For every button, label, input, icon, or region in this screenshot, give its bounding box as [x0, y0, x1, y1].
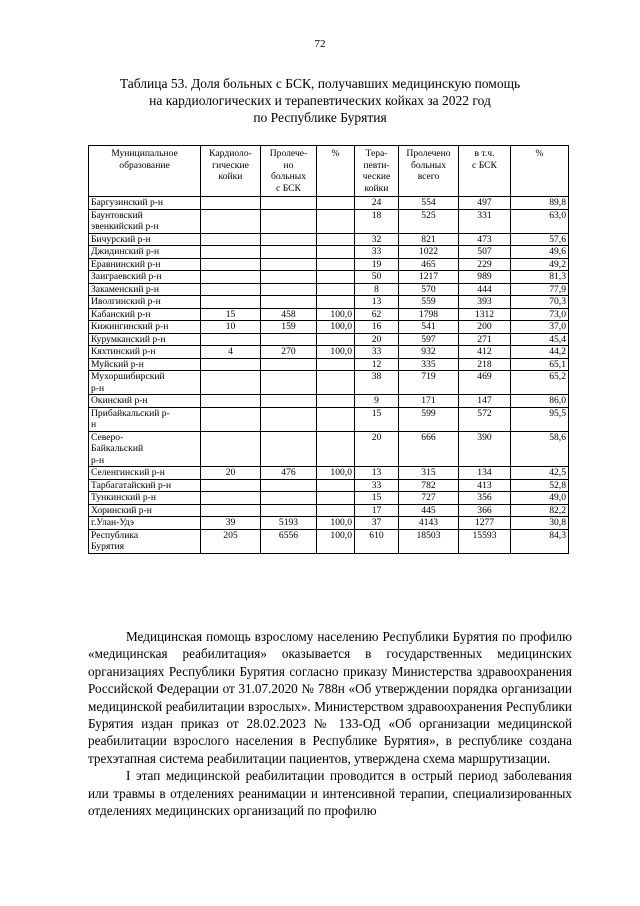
column-header-line: но: [283, 159, 294, 171]
value-cell: 271: [459, 333, 511, 346]
value-cell: [261, 197, 317, 210]
column-header-line: койки: [364, 182, 389, 194]
value-cell: [317, 492, 355, 505]
value-cell: 49,2: [511, 258, 569, 271]
table-row: [89, 358, 569, 371]
municipality-cell: [89, 258, 201, 271]
value-cell: 989: [459, 271, 511, 284]
column-header-line: %: [331, 148, 340, 159]
value-cell: 610: [355, 529, 399, 553]
value-cell: [261, 246, 317, 259]
column-header-line: образование: [119, 159, 170, 171]
municipality-name-line: Окинский р-н: [91, 395, 148, 406]
table-row: [89, 271, 569, 284]
column-header-line: Муниципальное: [111, 148, 178, 159]
value-cell: 6556: [261, 529, 317, 553]
value-cell: [201, 504, 261, 517]
value-cell: 16: [355, 321, 399, 334]
municipality-name-line: р-н: [91, 454, 105, 466]
municipality-cell: [89, 371, 201, 395]
municipality-name-line: Иволгинский р-н: [91, 296, 161, 307]
bsk-patients-table: [88, 145, 569, 554]
value-cell: 541: [399, 321, 459, 334]
value-cell: 476: [261, 467, 317, 480]
value-cell: 100,0: [317, 517, 355, 530]
table-title-line: Таблица 53. Доля больных с БСК, получавших медицинскую помощь: [119, 76, 521, 91]
table-header-row: [89, 146, 569, 197]
value-cell: 20: [355, 333, 399, 346]
value-cell: 366: [459, 504, 511, 517]
value-cell: 77,9: [511, 283, 569, 296]
value-cell: [261, 371, 317, 395]
value-cell: 572: [459, 407, 511, 431]
value-cell: 147: [459, 395, 511, 408]
municipality-name-line: Тункинский р-н: [91, 492, 156, 503]
column-header: [261, 146, 317, 197]
table-title-line: по Республике Бурятия: [253, 110, 387, 125]
table-row: [89, 321, 569, 334]
municipality-name-line: Баунтовский: [91, 209, 143, 221]
value-cell: 1312: [459, 308, 511, 321]
value-cell: [317, 209, 355, 233]
value-cell: 8: [355, 283, 399, 296]
value-cell: 20: [355, 431, 399, 467]
value-cell: 84,3: [511, 529, 569, 553]
column-header: [355, 146, 399, 197]
value-cell: 570: [399, 283, 459, 296]
value-cell: 473: [459, 233, 511, 246]
municipality-name-line: Республика: [91, 529, 139, 541]
municipality-name-line: Муйский р-н: [91, 358, 144, 370]
table-row: [89, 233, 569, 246]
column-header-line: Тера-: [365, 148, 388, 159]
table-row: [89, 246, 569, 259]
value-cell: 33: [355, 346, 399, 359]
table-row: [89, 333, 569, 346]
value-cell: 42,5: [511, 467, 569, 480]
value-cell: [317, 271, 355, 284]
municipality-name-line: Джидинский р-н: [91, 246, 160, 257]
municipality-name-line: Селенгинский р-н: [91, 467, 165, 478]
value-cell: 782: [399, 479, 459, 492]
value-cell: 19: [355, 258, 399, 271]
value-cell: 15: [355, 407, 399, 431]
value-cell: 559: [399, 296, 459, 309]
value-cell: [317, 431, 355, 467]
value-cell: 1022: [399, 246, 459, 259]
value-cell: [201, 371, 261, 395]
column-header-line: больных: [270, 171, 307, 182]
value-cell: 100,0: [317, 321, 355, 334]
table-row: [89, 371, 569, 395]
value-cell: [317, 258, 355, 271]
value-cell: [261, 258, 317, 271]
value-cell: [201, 479, 261, 492]
value-cell: 13: [355, 296, 399, 309]
value-cell: 20: [201, 467, 261, 480]
value-cell: 171: [399, 395, 459, 408]
municipality-cell: [89, 492, 201, 505]
column-header-line: больных: [410, 159, 447, 171]
value-cell: 507: [459, 246, 511, 259]
value-cell: [201, 271, 261, 284]
value-cell: [261, 504, 317, 517]
municipality-cell: [89, 308, 201, 321]
value-cell: [261, 209, 317, 233]
column-header-line: гические: [212, 159, 249, 171]
municipality-name-line: Курумканский р-н: [91, 333, 166, 345]
value-cell: [261, 233, 317, 246]
value-cell: 70,3: [511, 296, 569, 309]
column-header: [511, 146, 569, 197]
municipality-cell: [89, 271, 201, 284]
table-row: [89, 504, 569, 517]
value-cell: 335: [399, 358, 459, 371]
municipality-cell: [89, 283, 201, 296]
table-row: [89, 283, 569, 296]
value-cell: 205: [201, 529, 261, 553]
value-cell: [201, 431, 261, 467]
value-cell: 39: [201, 517, 261, 530]
municipality-cell: [89, 395, 201, 408]
value-cell: [261, 271, 317, 284]
value-cell: [317, 407, 355, 431]
value-cell: [317, 395, 355, 408]
value-cell: 9: [355, 395, 399, 408]
value-cell: 458: [261, 308, 317, 321]
value-cell: 62: [355, 308, 399, 321]
municipality-name-line: н: [91, 419, 97, 430]
value-cell: 73,0: [511, 308, 569, 321]
value-cell: 229: [459, 258, 511, 271]
value-cell: 444: [459, 283, 511, 296]
municipality-name-line: Хоринский р-н: [91, 504, 152, 516]
municipality-name-line: Бурятия: [91, 541, 125, 552]
municipality-name-line: г.Улан-Удэ: [91, 517, 135, 528]
column-header: [201, 146, 261, 197]
municipality-name-line: Байкальский: [91, 443, 144, 454]
value-cell: 413: [459, 479, 511, 492]
table-row: [89, 479, 569, 492]
value-cell: [317, 479, 355, 492]
value-cell: 44,2: [511, 346, 569, 359]
value-cell: 5193: [261, 517, 317, 530]
value-cell: [261, 333, 317, 346]
column-header-line: певти-: [363, 159, 390, 171]
value-cell: 469: [459, 371, 511, 395]
table-row: [89, 407, 569, 431]
value-cell: 1277: [459, 517, 511, 530]
municipality-name-line: Бичурский р-н: [91, 233, 151, 245]
municipality-cell: [89, 209, 201, 233]
value-cell: [201, 407, 261, 431]
value-cell: 10: [201, 321, 261, 334]
municipality-cell: [89, 529, 201, 553]
value-cell: 38: [355, 371, 399, 395]
municipality-name-line: Баргузинский р-н: [91, 197, 164, 208]
municipality-name-line: р-н: [91, 382, 105, 394]
column-header-line: Пролечено: [406, 148, 451, 159]
value-cell: [261, 407, 317, 431]
value-cell: 445: [399, 504, 459, 517]
value-cell: [317, 283, 355, 296]
table-title: [95, 75, 545, 126]
value-cell: 315: [399, 467, 459, 480]
value-cell: 390: [459, 431, 511, 467]
municipality-name-line: Кяхтинский р-н: [91, 346, 156, 357]
value-cell: 81,3: [511, 271, 569, 284]
value-cell: [317, 371, 355, 395]
municipality-cell: [89, 467, 201, 480]
column-header-line: %: [535, 148, 544, 159]
table-body: [89, 197, 569, 554]
table-row: [89, 296, 569, 309]
value-cell: 134: [459, 467, 511, 480]
table-row: [89, 492, 569, 505]
value-cell: [201, 296, 261, 309]
value-cell: [201, 246, 261, 259]
table-row: [89, 209, 569, 233]
value-cell: [261, 395, 317, 408]
value-cell: 100,0: [317, 529, 355, 553]
value-cell: [201, 233, 261, 246]
column-header-line: всего: [417, 171, 440, 182]
value-cell: 82,2: [511, 504, 569, 517]
value-cell: [261, 358, 317, 371]
value-cell: 331: [459, 209, 511, 233]
municipality-name-line: Мухоршибирский: [91, 371, 165, 382]
paragraph: I этап медицинской реабилитации проводится в острый период заболевания или травмы в отделениях реанимации и интенсивной терапии, специализированных отделениях медицинских организаций по профилю: [88, 768, 572, 819]
value-cell: 24: [355, 197, 399, 210]
value-cell: [201, 358, 261, 371]
table-row: [89, 431, 569, 467]
value-cell: 15: [201, 308, 261, 321]
value-cell: [201, 197, 261, 210]
column-header-line: Кардиоло-: [209, 148, 252, 159]
value-cell: 32: [355, 233, 399, 246]
column-header: [89, 146, 201, 197]
value-cell: 57,6: [511, 233, 569, 246]
value-cell: [317, 197, 355, 210]
column-header: [459, 146, 511, 197]
municipality-cell: [89, 517, 201, 530]
table-row: [89, 517, 569, 530]
value-cell: 270: [261, 346, 317, 359]
municipality-cell: [89, 233, 201, 246]
municipality-cell: [89, 296, 201, 309]
value-cell: 821: [399, 233, 459, 246]
value-cell: 17: [355, 504, 399, 517]
value-cell: [317, 296, 355, 309]
value-cell: 666: [399, 431, 459, 467]
value-cell: [317, 233, 355, 246]
value-cell: [317, 333, 355, 346]
value-cell: [261, 492, 317, 505]
column-header-line: в т.ч.: [474, 148, 495, 159]
value-cell: [201, 283, 261, 296]
value-cell: 393: [459, 296, 511, 309]
value-cell: 356: [459, 492, 511, 505]
value-cell: [201, 209, 261, 233]
column-header-line: койки: [218, 171, 243, 182]
value-cell: 15: [355, 492, 399, 505]
value-cell: 45,4: [511, 333, 569, 346]
value-cell: 100,0: [317, 308, 355, 321]
municipality-name-line: Тарбагатайский р-н: [91, 479, 172, 491]
value-cell: 89,8: [511, 197, 569, 210]
value-cell: [201, 492, 261, 505]
value-cell: 100,0: [317, 467, 355, 480]
value-cell: [201, 258, 261, 271]
value-cell: 12: [355, 358, 399, 371]
paragraph: Медицинская помощь взрослому населению Республики Бурятия по профилю «медицинская реабилитация» оказывается в государственных медицинских организациях Республики Бурятия согласно приказу Министерства здравоохранения Российской Федерации от 31.07.2020 № 788н «Об утверждении порядка организации медицинской реабилитации взрослых». Министерством здравоохранения Республики Бурятия издан приказ от 28.02.2023 № 133-ОД «Об организации медицинской реабилитации взрослого населения в Республике Бурятия», в республике создана трехэтапная система реабилитации пациентов, утверждена схема маршрутизации.: [88, 629, 572, 766]
value-cell: [261, 479, 317, 492]
table-row: [89, 529, 569, 553]
value-cell: [317, 358, 355, 371]
value-cell: 727: [399, 492, 459, 505]
value-cell: 86,0: [511, 395, 569, 408]
municipality-name-line: Заиграевский р-н: [91, 271, 162, 282]
value-cell: 18: [355, 209, 399, 233]
value-cell: 50: [355, 271, 399, 284]
value-cell: 465: [399, 258, 459, 271]
municipality-name-line: эвенкийский р-н: [91, 221, 159, 232]
municipality-cell: [89, 346, 201, 359]
value-cell: 65,2: [511, 371, 569, 395]
municipality-cell: [89, 358, 201, 371]
table-row: [89, 197, 569, 210]
column-header-line: Пролече-: [269, 148, 308, 159]
value-cell: [201, 395, 261, 408]
column-header-line: с БСК: [276, 182, 301, 194]
value-cell: 597: [399, 333, 459, 346]
value-cell: [317, 246, 355, 259]
municipality-name-line: Еравнинский р-н: [91, 258, 161, 270]
municipality-cell: [89, 321, 201, 334]
table-row: [89, 395, 569, 408]
value-cell: 497: [459, 197, 511, 210]
value-cell: 599: [399, 407, 459, 431]
municipality-cell: [89, 333, 201, 346]
value-cell: 4143: [399, 517, 459, 530]
municipality-cell: [89, 431, 201, 467]
table-row: [89, 467, 569, 480]
municipality-cell: [89, 479, 201, 492]
municipality-name-line: Прибайкальский р-: [91, 407, 170, 419]
value-cell: 719: [399, 371, 459, 395]
municipality-cell: [89, 504, 201, 517]
value-cell: 49,6: [511, 246, 569, 259]
table-row: [89, 308, 569, 321]
value-cell: 49,0: [511, 492, 569, 505]
value-cell: [261, 431, 317, 467]
municipality-cell: [89, 197, 201, 210]
municipality-name-line: Кижингинский р-н: [91, 321, 169, 332]
value-cell: 63,0: [511, 209, 569, 233]
value-cell: 554: [399, 197, 459, 210]
value-cell: 1798: [399, 308, 459, 321]
municipality-name-line: Закаменский р-н: [91, 283, 160, 295]
table-row: [89, 346, 569, 359]
value-cell: 52,8: [511, 479, 569, 492]
value-cell: 95,5: [511, 407, 569, 431]
value-cell: 932: [399, 346, 459, 359]
value-cell: 65,1: [511, 358, 569, 371]
value-cell: 218: [459, 358, 511, 371]
table-title-line: на кардиологических и терапевтических койках за 2022 год: [149, 93, 491, 108]
value-cell: 100,0: [317, 346, 355, 359]
value-cell: 200: [459, 321, 511, 334]
value-cell: [317, 504, 355, 517]
value-cell: 13: [355, 467, 399, 480]
value-cell: 4: [201, 346, 261, 359]
body-text: [88, 628, 572, 819]
page-number: 72: [314, 38, 326, 50]
column-header-line: ческие: [362, 171, 391, 182]
municipality-name-line: Северо-: [91, 431, 124, 443]
value-cell: 159: [261, 321, 317, 334]
value-cell: 33: [355, 479, 399, 492]
value-cell: 525: [399, 209, 459, 233]
value-cell: [201, 333, 261, 346]
value-cell: 30,8: [511, 517, 569, 530]
municipality-cell: [89, 246, 201, 259]
table-row: [89, 258, 569, 271]
value-cell: 412: [459, 346, 511, 359]
value-cell: 37: [355, 517, 399, 530]
municipality-name-line: Кабанский р-н: [91, 308, 151, 320]
value-cell: [261, 296, 317, 309]
value-cell: 18503: [399, 529, 459, 553]
column-header: [399, 146, 459, 197]
value-cell: [261, 283, 317, 296]
municipality-cell: [89, 407, 201, 431]
value-cell: 33: [355, 246, 399, 259]
value-cell: 1217: [399, 271, 459, 284]
value-cell: 58,6: [511, 431, 569, 467]
value-cell: 15593: [459, 529, 511, 553]
column-header: [317, 146, 355, 197]
column-header-line: с БСК: [472, 159, 497, 171]
value-cell: 37,0: [511, 321, 569, 334]
